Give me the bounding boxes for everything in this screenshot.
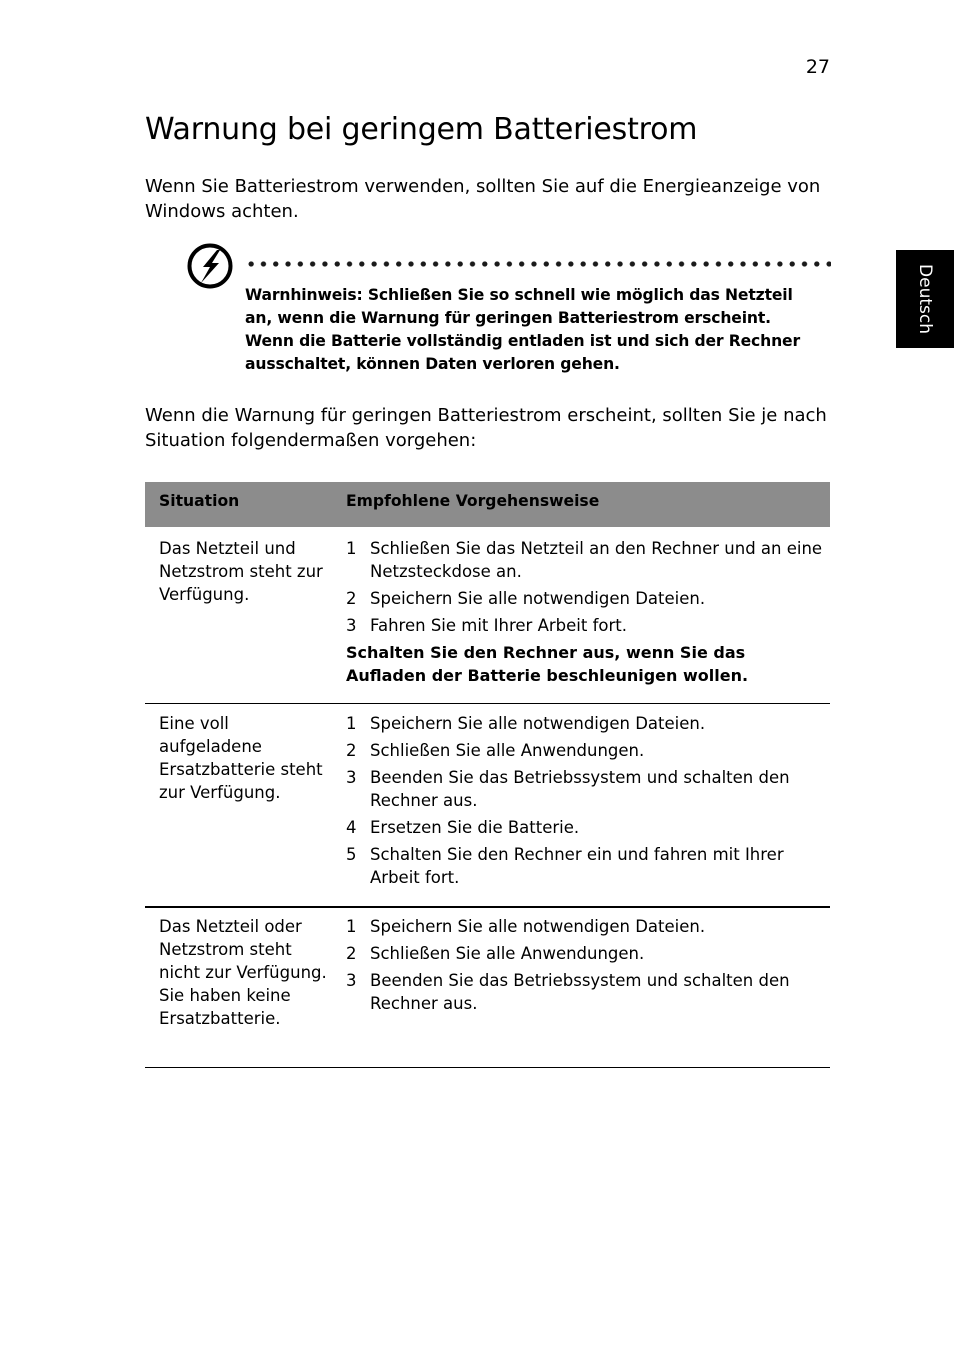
step-number: 1 [346,714,357,733]
step-text: Speichern Sie alle notwendigen Dateien. [370,714,706,733]
situation-cell: Das Netzteil und Netzstrom steht zur Verfügung. [159,539,323,604]
situation-cell: Das Netzteil oder Netzstrom steht nicht zur Verfügung. Sie haben keine Ersatzbatterie. [159,917,327,1028]
step-text: Schließen Sie alle Anwendungen. [370,944,645,963]
step-text: Schalten Sie den Rechner ein und fahren mit Ihrer Arbeit fort. [370,845,784,887]
table-row [145,703,830,906]
intro-paragraph: Wenn Sie Batteriestrom verwenden, sollten Sie auf die Energieanzeige von Windows achten. [145,176,821,222]
step-text: Schließen Sie alle Anwendungen. [370,741,645,760]
list-item [346,766,826,812]
step-text: Ersetzen Sie die Batterie. [370,818,580,837]
page-number: 27 [805,56,830,78]
warning-text: Warnhinweis: Schließen Sie so schnell wie möglich das Netzteil an, wenn die Warnung für geringen Batteriestrom erscheint. Wenn die Batterie vollständig entladen ist und sich der Rechner ausschaltet, können Daten verloren gehen. [245,286,801,373]
list-item [346,739,826,762]
step-text: Speichern Sie alle notwendigen Dateien. [370,589,706,608]
warning-dotted-rule [245,261,831,267]
list-item [346,942,826,965]
step-text: Beenden Sie das Betriebssystem und schalten den Rechner aus. [370,971,790,1013]
table-header [145,482,830,527]
steps-cell [346,712,826,893]
steps-cell [346,537,826,687]
list-item [346,843,826,889]
row-note: Schalten Sie den Rechner aus, wenn Sie das Aufladen der Batterie beschleunigen wollen. [346,643,749,685]
language-side-tab [896,250,954,348]
step-number: 3 [346,768,357,787]
step-text: Beenden Sie das Betriebssystem und schalten den Rechner aus. [370,768,790,810]
step-text: Fahren Sie mit Ihrer Arbeit fort. [370,616,627,635]
step-number: 3 [346,971,357,990]
situation-intro-paragraph: Wenn die Warnung für geringen Batteriestrom erscheint, sollten Sie je nach Situation folgendermaßen vorgehen: [145,405,827,451]
list-item [346,712,826,735]
warning-lightning-icon [186,242,234,290]
step-text: Schließen Sie das Netzteil an den Rechner und an eine Netzsteckdose an. [370,539,823,581]
step-number: 1 [346,917,357,936]
list-item [346,969,826,1015]
list-item [346,816,826,839]
step-number: 1 [346,539,357,558]
table-header-situation: Situation [159,492,240,510]
step-number: 2 [346,944,357,963]
steps-cell [346,915,826,1019]
situation-table [145,482,830,1067]
list-item [346,614,826,637]
step-number: 3 [346,616,357,635]
table-row [145,527,830,703]
list-item [346,587,826,610]
table-bottom-rule [145,1067,830,1068]
situation-cell: Eine voll aufgeladene Ersatzbatterie steht zur Verfügung. [159,714,323,802]
step-number: 5 [346,845,357,864]
list-item [346,537,826,583]
table-row [145,906,830,1067]
page-title: Warnung bei geringem Batteriestrom [145,112,698,147]
step-number: 2 [346,741,357,760]
list-item [346,915,826,938]
table-header-procedure: Empfohlene Vorgehensweise [346,492,600,510]
step-number: 2 [346,589,357,608]
language-side-tab-label: Deutsch [915,264,935,334]
step-text: Speichern Sie alle notwendigen Dateien. [370,917,706,936]
step-number: 4 [346,818,357,837]
